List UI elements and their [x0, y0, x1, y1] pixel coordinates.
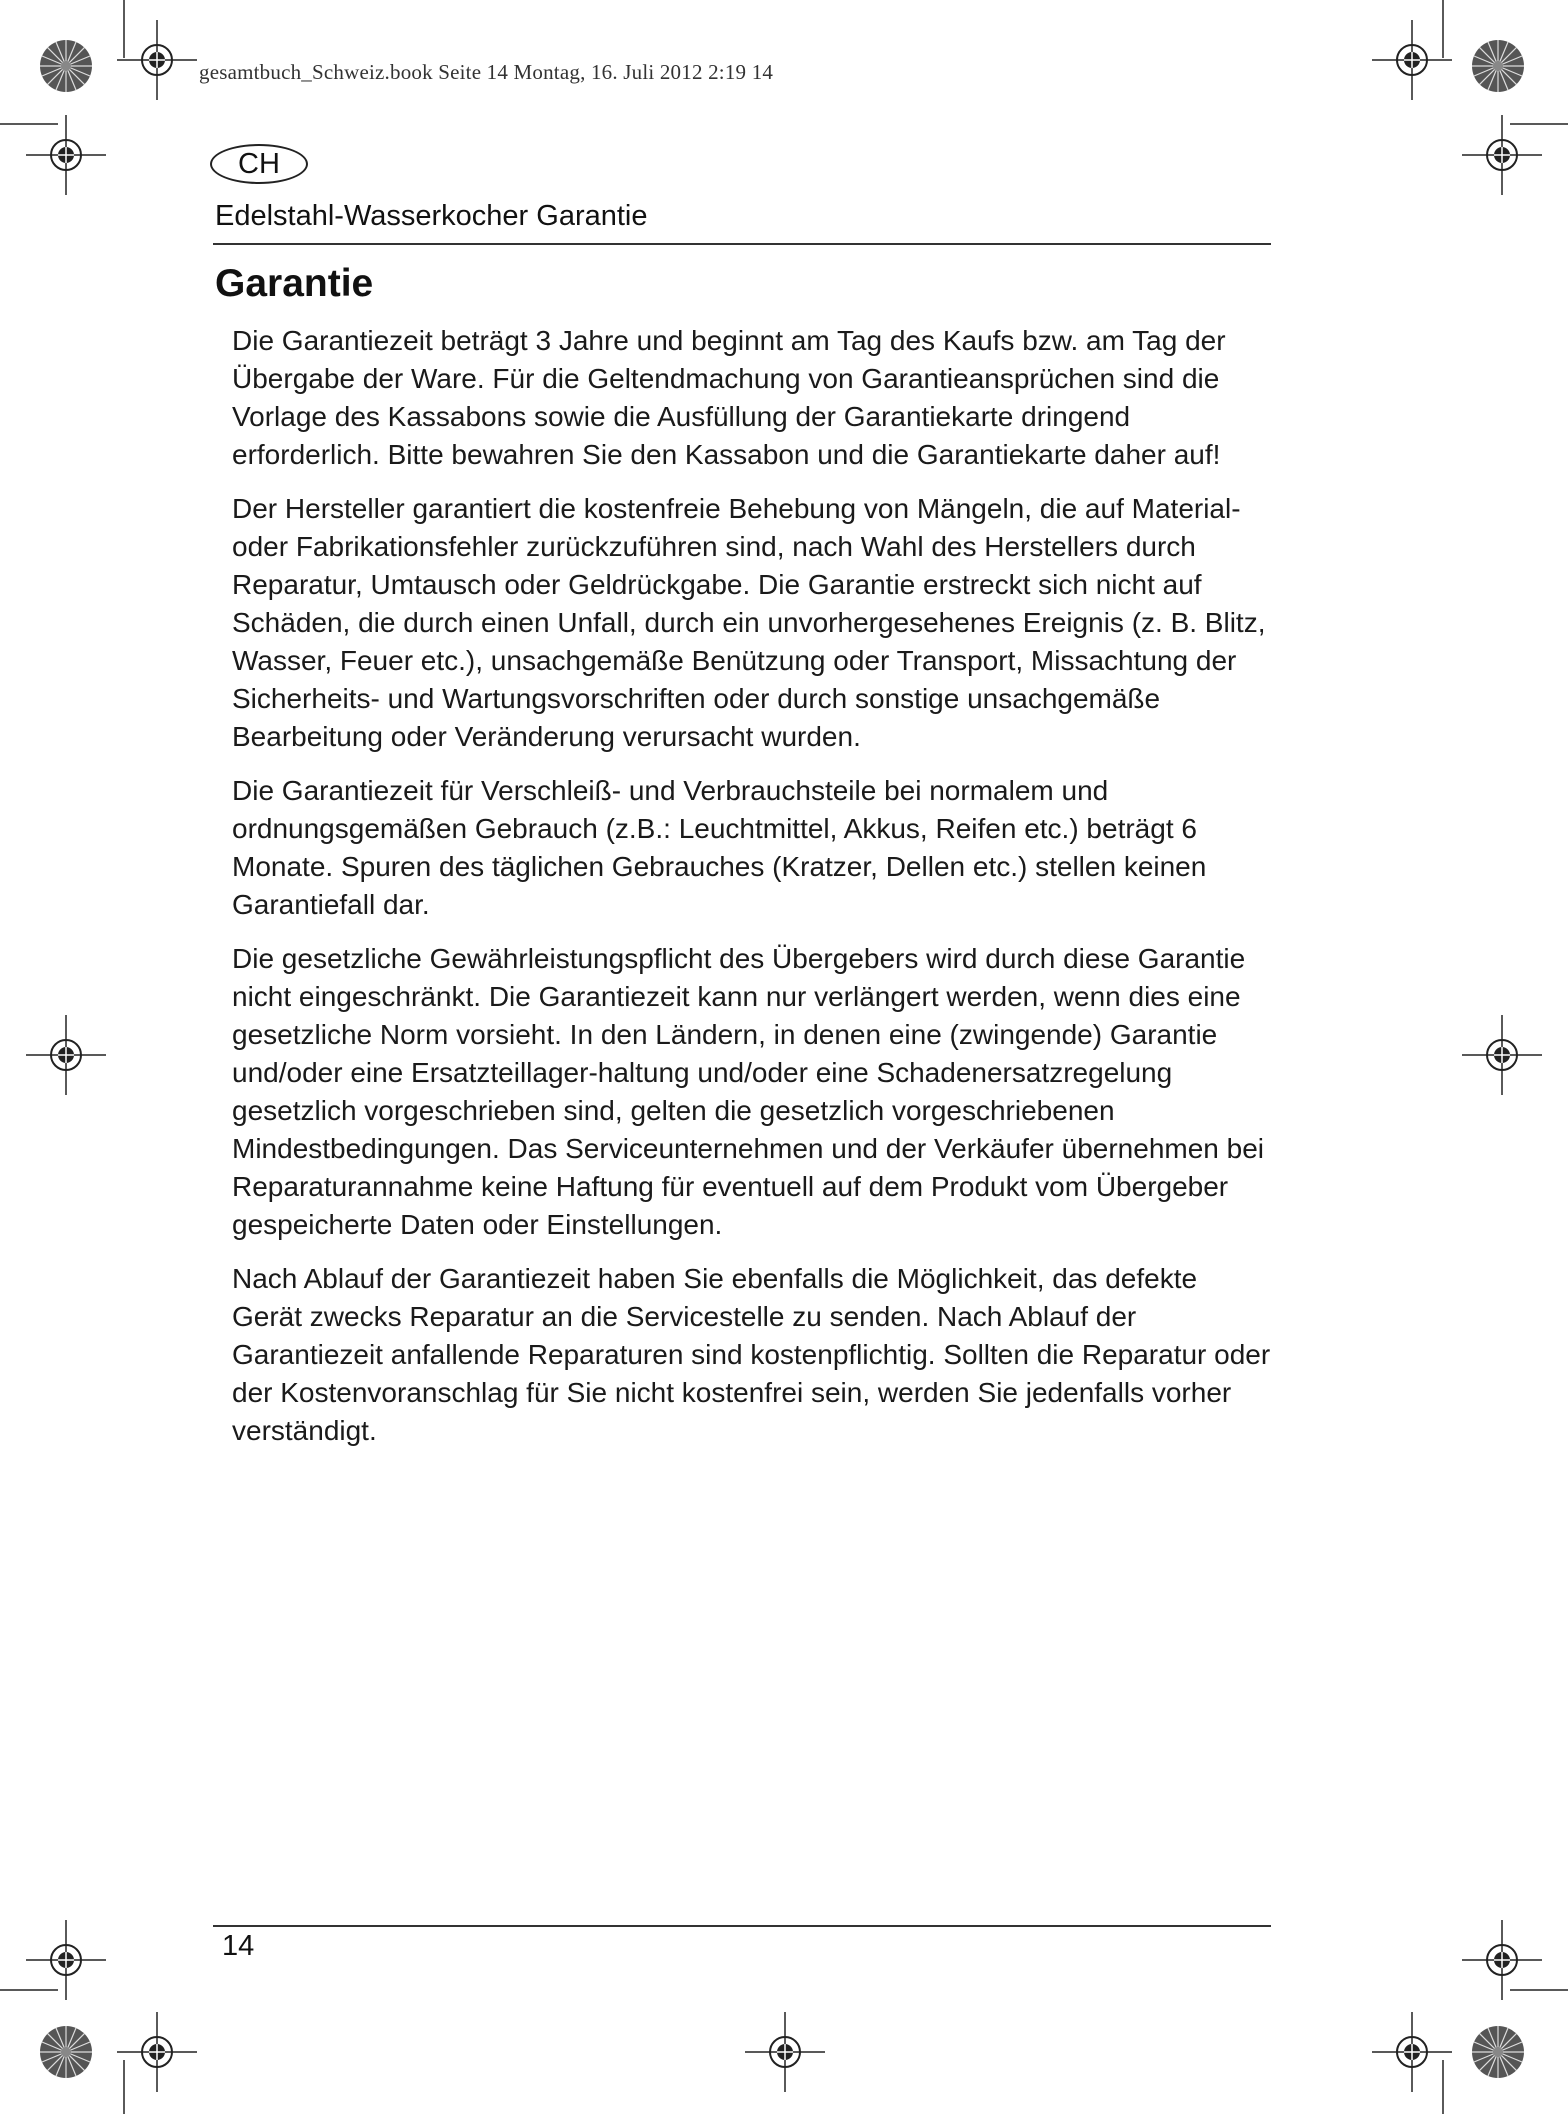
paragraph-warranty-period: Die Garantiezeit beträgt 3 Jahre und beginnt am Tag des Kaufs bzw. am Tag der Übergabe der Ware. Für die Geltendmachung von Garantieansprüchen sind die Vorlage des Kassabons sowie die Ausfüllung der Garantiekarte dringend erforderlich. Bitte bewahren Sie den Kassabon und die Garantiekarte daher auf! — [232, 325, 1226, 470]
paragraph-wear-parts: Die Garantiezeit für Verschleiß- und Verbrauchsteile bei normalem und ordnungsgemäßen Gebrauch (z.B.: Leuchtmittel, Akkus, Reifen etc.) beträgt 6 Monate. Spuren des täglichen Gebrauches (Kratzer, Dellen etc.) stellen keinen Garantiefall dar. — [232, 775, 1207, 920]
page-number: 14 — [222, 1930, 255, 1962]
country-badge-label: CH — [238, 147, 280, 180]
country-badge — [210, 144, 308, 184]
body-text — [232, 322, 1272, 1466]
header-rule — [213, 243, 1271, 245]
footer-rule — [213, 1925, 1271, 1927]
print-slug-line: gesamtbuch_Schweiz.book Seite 14 Montag, 16. Juli 2012 2:19 14 — [199, 60, 774, 84]
paragraph-statutory-warranty: Die gesetzliche Gewährleistungspflicht des Übergebers wird durch diese Garantie nicht eingeschränkt. Die Garantiezeit kann nur verlängert werden, wenn dies eine gesetzliche Norm vorsieht. In den Ländern, in denen eine (zwingende) Garantie und/oder eine Ersatzteillager-haltung und/oder eine Schadenersatzregelung gesetzlich vorgeschrieben sind, gelten die gesetzlich vorgeschriebenen Mindestbedingungen. Das Serviceunternehmen und der Verkäufer übernehmen bei Reparaturannahme keine Haftung für eventuell auf dem Produkt vom Übergeber gespeicherte Daten oder Einstellungen. — [232, 943, 1265, 1240]
paragraph-manufacturer-guarantee: Der Hersteller garantiert die kostenfreie Behebung von Mängeln, die auf Material- oder Fabrikationsfehler zurückzuführen sind, nach Wahl des Herstellers durch Reparatur, Umtausch oder Geldrückgabe. Die Garantie erstreckt sich nicht auf Schäden, die durch einen Unfall, durch ein unvorhergesehenes Ereignis (z. B. Blitz, Wasser, Feuer etc.), unsachgemäße Benützung oder Transport, Missachtung der Sicherheits- und Wartungsvorschriften oder durch sonstige unsachgemäße Bearbeitung oder Veränderung verursacht wurden. — [232, 493, 1266, 752]
section-title: Garantie — [215, 262, 374, 305]
paragraph-after-warranty: Nach Ablauf der Garantiezeit haben Sie ebenfalls die Möglichkeit, das defekte Gerät zwecks Reparatur an die Servicestelle zu senden. Nach Ablauf der Garantiezeit anfallende Reparaturen sind kostenpflichtig. Sollten die Reparatur oder der Kostenvoranschlag für Sie nicht kostenfrei sein, werden Sie jedenfalls vorher verständigt. — [232, 1263, 1271, 1446]
running-head: Edelstahl-Wasserkocher Garantie — [215, 200, 648, 232]
